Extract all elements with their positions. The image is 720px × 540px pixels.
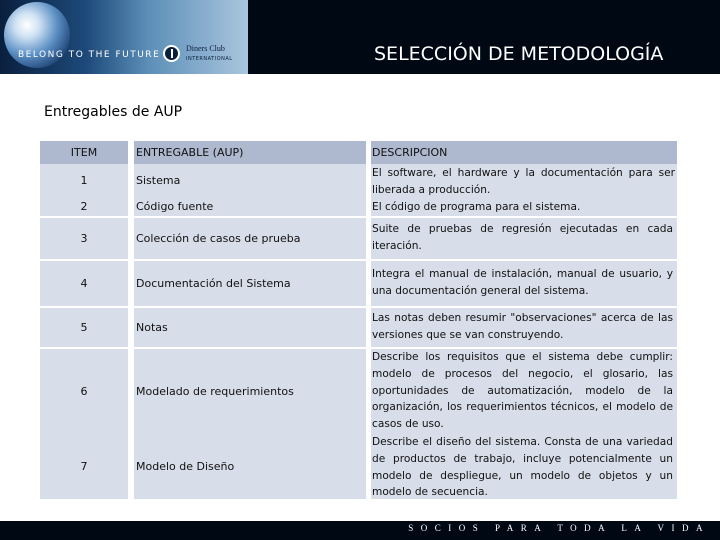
row-descripcion: El código de programa para el sistema. (372, 200, 581, 213)
description-block-1-2 (371, 164, 677, 216)
table-header-row (40, 141, 682, 164)
header-item: ITEM (70, 146, 98, 159)
row-item: 6 (80, 385, 88, 398)
table-row (40, 434, 682, 499)
row-item: 3 (80, 232, 88, 245)
row-entregable: Modelado de requerimientos (136, 385, 294, 398)
row-entregable: Modelo de Diseño (136, 460, 235, 473)
header-bar (0, 0, 720, 74)
section-subtitle: Entregables de AUP (44, 104, 183, 120)
row-entregable: Código fuente (136, 199, 214, 213)
banner-tagline: BELONG TO THE FUTURE (18, 50, 161, 60)
footer-bar (0, 521, 720, 540)
header-entregable: ENTREGABLE (AUP) (136, 146, 244, 159)
diners-club-logo-icon (163, 45, 180, 62)
table-row (40, 261, 682, 306)
row-descripcion: Suite de pruebas de regresión ejecutadas en cada iteración. (372, 223, 673, 252)
row-item: 4 (80, 277, 88, 290)
row-entregable: Documentación del Sistema (136, 277, 291, 290)
row-item: 1 (80, 173, 88, 187)
row-entregable: Sistema (136, 173, 181, 187)
logo-sub: INTERNATIONAL (186, 56, 233, 62)
row-entregable: Colección de casos de prueba (136, 232, 301, 245)
page-title: SELECCIÓN DE METODOLOGÍA (374, 43, 664, 65)
table-row (40, 218, 682, 259)
row-entregable: Notas (136, 321, 168, 334)
row-descripcion: Integra el manual de instalación, manual de usuario, y una documentación general del sistema. (372, 268, 673, 297)
footer-slogan: SOCIOS PARA TODA LA VIDA (408, 523, 710, 533)
row-descripcion: Las notas deben resumir "observaciones" acerca de las versiones que se van construyendo. (372, 312, 673, 341)
table-row (40, 308, 682, 347)
row-descripcion: Describe los requisitos que el sistema debe cumplir: modelo de procesos del negocio, el glosario, las oportunidades de automatización, modelo de la organización, los requerimientos técnicos, el modelo de casos de uso. (372, 351, 673, 431)
row-item: 5 (80, 321, 88, 334)
header-descripcion: DESCRIPCION (372, 146, 448, 159)
row-item: 2 (80, 199, 88, 213)
row-descripcion: El software, el hardware y la documentación para ser liberada a producción. (372, 167, 675, 196)
banner-image (0, 0, 248, 74)
row-item: 7 (80, 460, 88, 473)
logo-name: Diners Club (186, 44, 225, 53)
row-descripcion: Describe el diseño del sistema. Consta de una variedad de productos de trabajo, incluye potencialmente un modelo de despliegue, un modelo de objetos y un modelo de secuencia. (372, 436, 673, 499)
table-row (40, 349, 682, 434)
